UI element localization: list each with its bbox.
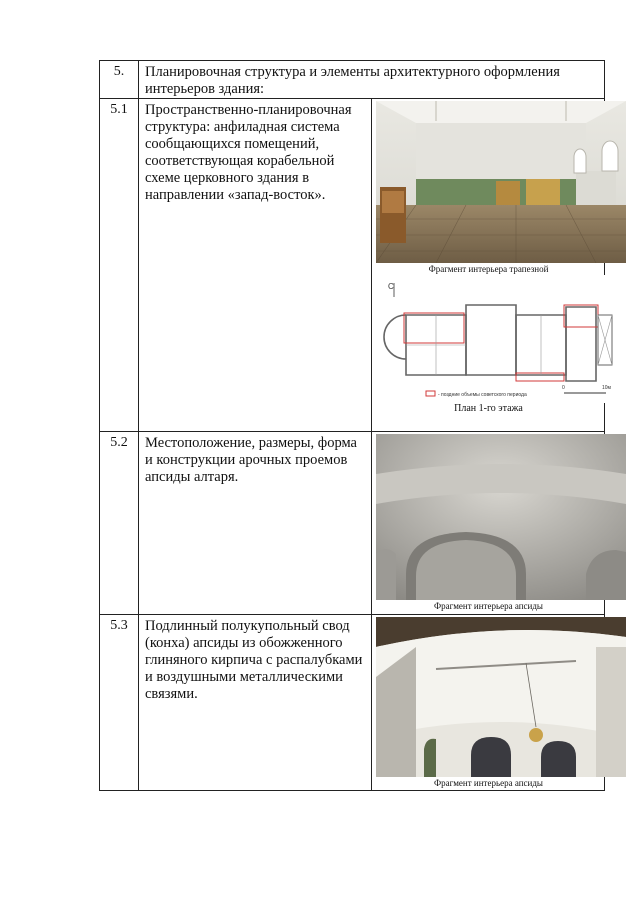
photo-caption: Фрагмент интерьера апсиды [434, 778, 543, 788]
apse-conch-photo [376, 617, 626, 777]
scale-end-label: 10м [602, 385, 611, 391]
north-label: С [388, 282, 394, 291]
floor-plan-drawing [376, 275, 626, 403]
apse-arch-photo [376, 434, 626, 600]
photo-caption: Фрагмент интерьера апсиды [434, 601, 543, 611]
table-row [100, 615, 605, 791]
table-row [100, 99, 605, 432]
table-row [100, 61, 605, 99]
image-cell [372, 615, 605, 791]
row-description: Подлинный полукупольный свод (конха) апсиды из обожженного глиняного кирпича с распалубками и воздушными металлическими связями. [139, 615, 372, 791]
refectory-photo [376, 101, 626, 263]
row-number: 5.2 [100, 432, 139, 615]
interior-elements-table [99, 60, 611, 791]
row-description: Местоположение, размеры, форма и конструкции арочных проемов апсиды алтаря. [139, 432, 372, 615]
row-number: 5.3 [100, 615, 139, 791]
row-description: Пространственно-планировочная структура: анфиладная система сообщающихся помещений, соответствующая корабельной схеме церковного здания в направлении «запад-восток». [139, 99, 372, 432]
plan-legend: - поздние объемы советского периода [438, 392, 527, 398]
table-row [100, 432, 605, 615]
row-number: 5.1 [100, 99, 139, 432]
image-cell [372, 99, 611, 432]
row-number: 5. [100, 61, 139, 99]
photo-caption: Фрагмент интерьера трапезной [428, 264, 549, 274]
plan-caption: План 1-го этажа [454, 403, 523, 414]
section-heading: Планировочная структура и элементы архитектурного оформления интерьеров здания: [139, 61, 605, 99]
image-cell [372, 432, 605, 615]
scale-start-label: 0 [562, 385, 565, 391]
